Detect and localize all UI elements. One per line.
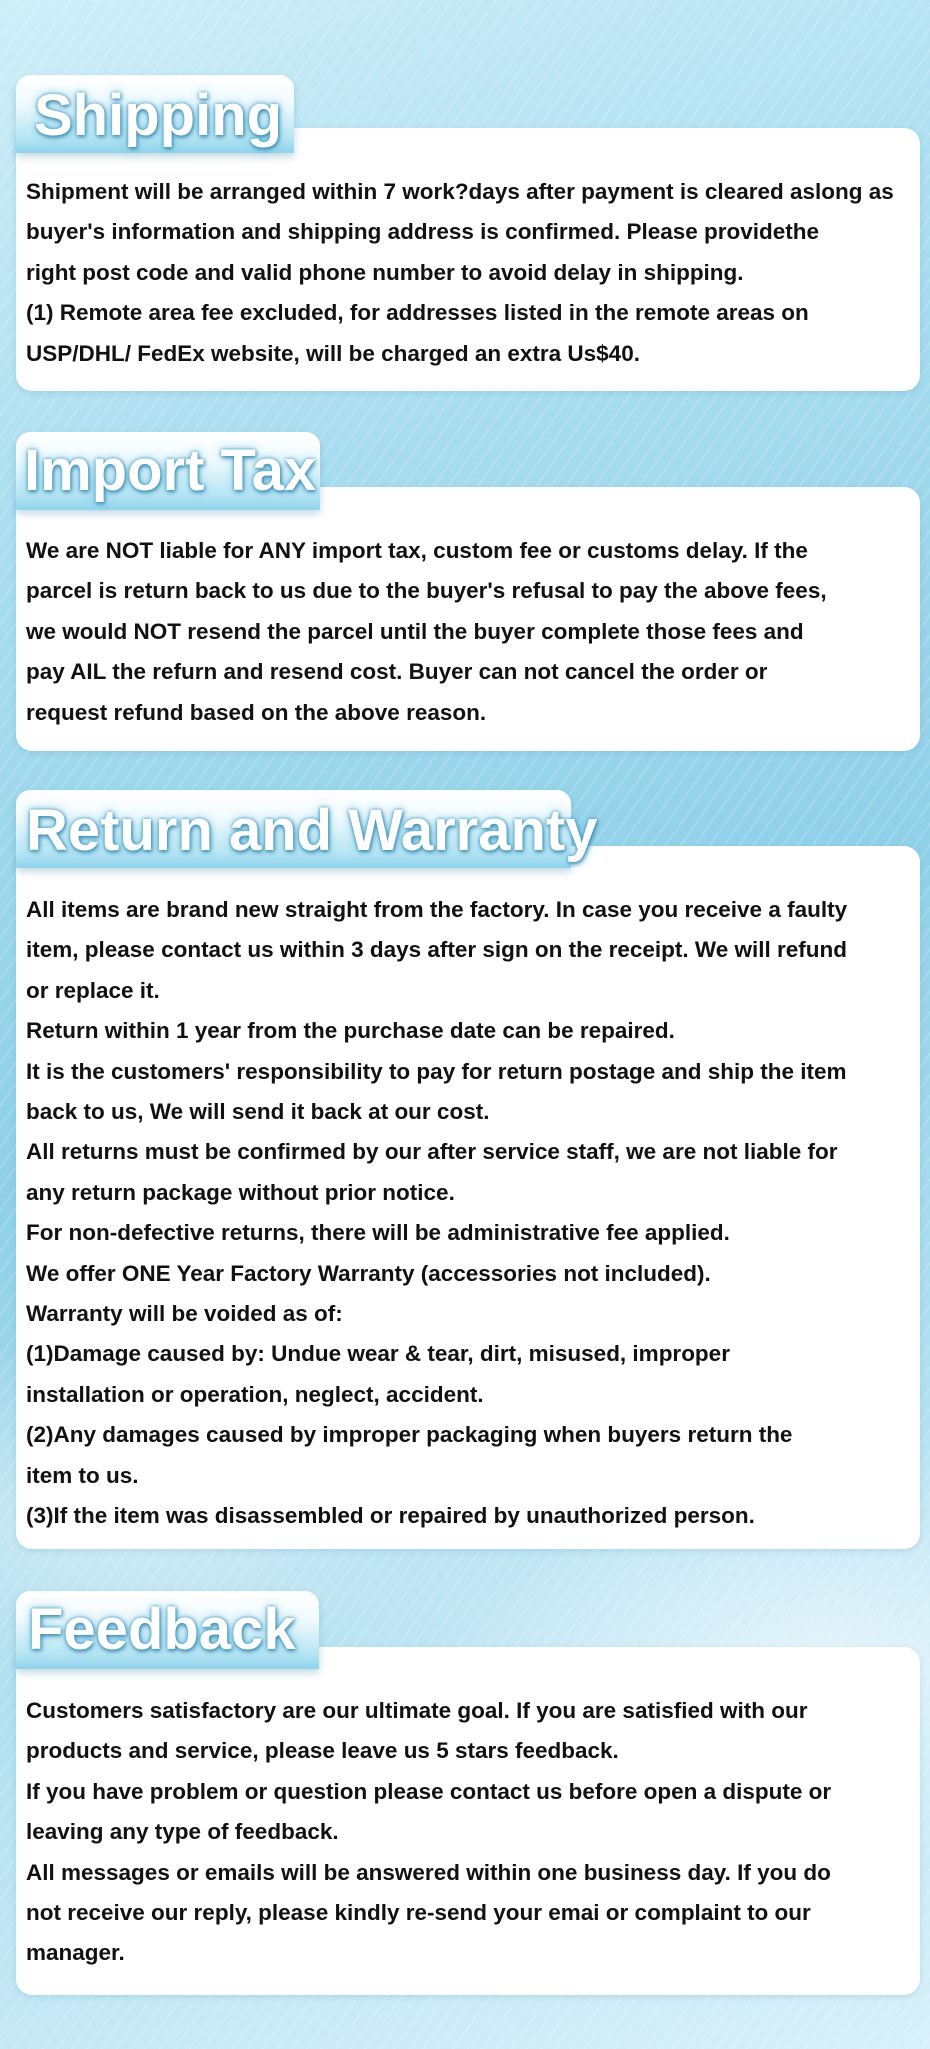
return-warranty-text bbox=[16, 846, 920, 1537]
return-warranty-line: All returns must be confirmed by our after service staff, we are not liable for bbox=[26, 1139, 838, 1165]
return-warranty-line: (2)Any damages caused by improper packaging when buyers return the bbox=[26, 1422, 793, 1448]
feedback-title: Feedback bbox=[28, 1597, 296, 1662]
import-tax-text bbox=[16, 487, 920, 733]
return-warranty-line: We offer ONE Year Factory Warranty (accessories not included). bbox=[26, 1260, 711, 1286]
shipping-line: Shipment will be arranged within 7 work?days after payment is cleared aslong as bbox=[26, 179, 894, 204]
shipping-card bbox=[16, 128, 920, 391]
return-warranty-line: item to us. bbox=[26, 1462, 139, 1488]
import-tax-title-tab bbox=[16, 432, 320, 510]
return-warranty-card bbox=[16, 846, 920, 1549]
return-warranty-line: (1)Damage caused by: Undue wear & tear, dirt, misused, improper bbox=[26, 1341, 730, 1367]
import-tax-title: Import Tax bbox=[24, 438, 317, 503]
return-warranty-line: Warranty will be voided as of: bbox=[26, 1301, 343, 1327]
import-tax-line: parcel is return back to us due to the buyer's refusal to pay the above fees, bbox=[26, 578, 827, 604]
shipping-title: Shipping bbox=[34, 83, 283, 148]
feedback-card bbox=[16, 1647, 920, 1995]
feedback-line: All messages or emails will be answered within one business day. If you do bbox=[26, 1859, 831, 1885]
feedback-title-tab bbox=[16, 1591, 319, 1669]
import-tax-line: We are NOT liable for ANY import tax, custom fee or customs delay. If the bbox=[26, 538, 808, 563]
return-warranty-line: installation or operation, neglect, accident. bbox=[26, 1381, 484, 1407]
return-warranty-line: item, please contact us within 3 days after sign on the receipt. We will refund bbox=[26, 937, 848, 963]
feedback-text bbox=[16, 1647, 920, 1974]
feedback-line: Customers satisfactory are our ultimate goal. If you are satisfied with our bbox=[26, 1698, 808, 1723]
return-warranty-line: any return package without prior notice. bbox=[26, 1179, 455, 1205]
return-warranty-title: Return and Warranty bbox=[26, 798, 598, 863]
return-warranty-line: All items are brand new straight from the factory. In case you receive a faulty bbox=[26, 897, 848, 922]
return-warranty-line: (3)If the item was disassembled or repaired by unauthorized person. bbox=[26, 1503, 755, 1529]
feedback-line: not receive our reply, please kindly re-send your emai or complaint to our bbox=[26, 1900, 811, 1926]
import-tax-line: we would NOT resend the parcel until the buyer complete those fees and bbox=[26, 618, 804, 644]
shipping-line: buyer's information and shipping address is confirmed. Please providethe bbox=[26, 219, 820, 245]
shipping-line: (1) Remote area fee excluded, for addresses listed in the remote areas on bbox=[26, 300, 809, 326]
return-warranty-line: For non-defective returns, there will be administrative fee applied. bbox=[26, 1220, 730, 1246]
import-tax-line: pay AIL the refurn and resend cost. Buyer can not cancel the order or bbox=[26, 659, 768, 685]
import-tax-card bbox=[16, 487, 920, 751]
return-warranty-line: Return within 1 year from the purchase date can be repaired. bbox=[26, 1018, 675, 1044]
feedback-line: products and service, please leave us 5 stars feedback. bbox=[26, 1738, 619, 1764]
shipping-title-tab bbox=[16, 75, 294, 153]
shipping-line: right post code and valid phone number to avoid delay in shipping. bbox=[26, 259, 744, 285]
import-tax-line: request refund based on the above reason. bbox=[26, 699, 487, 725]
shipping-text bbox=[16, 128, 920, 374]
feedback-line: If you have problem or question please contact us before open a dispute or bbox=[26, 1778, 832, 1804]
return-warranty-title-tab bbox=[16, 790, 598, 868]
feedback-line: manager. bbox=[26, 1940, 125, 1966]
return-warranty-line: or replace it. bbox=[26, 977, 160, 1003]
return-warranty-line: back to us, We will send it back at our cost. bbox=[26, 1099, 490, 1125]
return-warranty-line: It is the customers' responsibility to pay for return postage and ship the item bbox=[26, 1058, 847, 1084]
feedback-line: leaving any type of feedback. bbox=[26, 1819, 339, 1845]
shipping-line: USP/DHL/ FedEx website, will be charged an extra Us$40. bbox=[26, 340, 640, 366]
